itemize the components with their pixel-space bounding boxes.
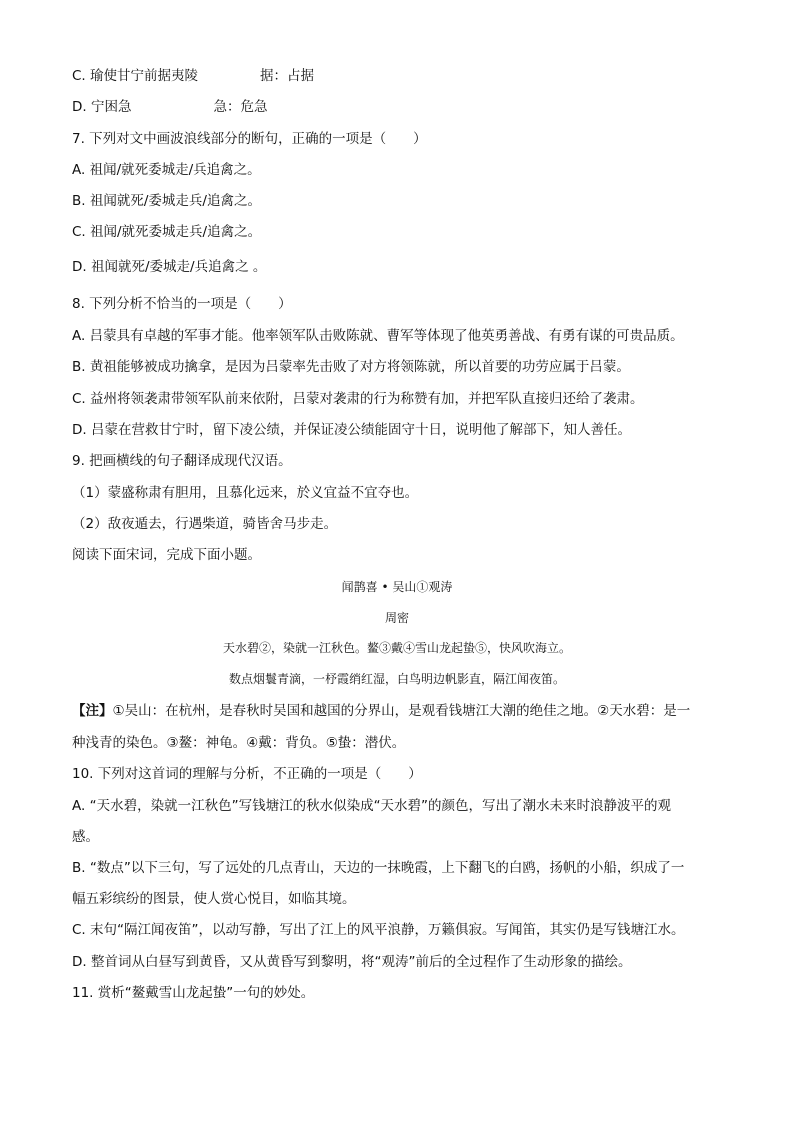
- question-8-stem: 8. 下列分析不恰当的一项是（ ）: [72, 296, 292, 312]
- question-7-option-a: A. 祖闻/就死委城走/兵追禽之。: [72, 162, 261, 178]
- option-text: C. 瑜使甘宁前据夷陵: [72, 68, 199, 84]
- question-9-stem: 9. 把画横线的句子翻译成现代汉语。: [72, 453, 292, 469]
- question-10-option-c: C. 末句“隔江闻夜笛”，以动写静，写出了江上的风平浪静，万籁俱寂。写闻笛，其实仍是写钱塘江水。: [72, 922, 685, 938]
- poem-line-1: 天水碧②，染就一江秋色。鳌③戴④雪山龙起蛰⑤，快风吹海立。: [222, 641, 571, 655]
- question-10-option-a-line-1: A. “天水碧，染就一江秋色”写钱塘江的秋水似染成“天水碧”的颜色，写出了潮水未来时浪静波平的观: [72, 798, 672, 814]
- question-10-option-a-line-2: 感。: [72, 829, 99, 845]
- question-7-option-c: C. 祖闻/就死委城走兵/追禽之。: [72, 224, 262, 240]
- question-8-option-b: B. 黄祖能够被成功擒拿，是因为吕蒙率先击败了对方将领陈就，所以首要的功劳应属于吕蒙。: [72, 359, 630, 375]
- note-line-1: [72, 701, 722, 721]
- option-gloss: 据：占据: [260, 68, 315, 84]
- question-7-option-b: B. 祖闻就死/委城走兵/追禽之。: [72, 193, 261, 209]
- note-line-2: 种浅青的染色。③鳌：神龟。④戴：背负。⑤蛰：潜伏。: [72, 735, 406, 751]
- question-8-option-c: C. 益州将领袭肃带领军队前来依附，吕蒙对袭肃的行为称赞有加，并把军队直接归还给了袭肃。: [72, 391, 644, 407]
- note-text: ①吴山：在杭州，是春秋时吴国和越国的分界山，是观看钱塘江大潮的绝佳之地。②天水碧：是一: [112, 703, 691, 719]
- note-label: 【注】: [72, 703, 113, 719]
- question-8-option-d: D. 吕蒙在营救甘宁时，留下凌公绩，并保证凌公绩能固守十日，说明他了解部下，知人善任。: [72, 422, 631, 438]
- question-7-stem: 7. 下列对文中画波浪线部分的断句，正确的一项是（ ）: [72, 131, 427, 147]
- option-gloss: 急：危急: [213, 99, 268, 115]
- option-c-row: [72, 66, 722, 86]
- question-9-item-1: （1）蒙盛称肃有胆用，且慕化远来，於义宜益不宜夺也。: [72, 485, 419, 501]
- question-11-stem: 11. 赏析“鳌戴雪山龙起蛰”一句的妙处。: [72, 985, 315, 1001]
- question-7-option-d: D. 祖闻就死/委城走/兵追禽之 。: [72, 259, 267, 275]
- question-10-option-b-line-1: B. “数点”以下三句，写了远处的几点青山，天边的一抹晚霞，上下翻飞的白鸥，扬帆的小船，织成了一: [72, 860, 685, 876]
- question-10-stem: 10. 下列对这首词的理解与分析，不正确的一项是（ ）: [72, 766, 422, 782]
- question-9-item-2: （2）敌夜遁去，行遇柴道，骑皆舍马步走。: [72, 516, 338, 532]
- question-10-option-b-line-2: 幅五彩缤纷的图景，使人赏心悦目，如临其境。: [72, 891, 356, 907]
- question-8-option-a: A. 吕蒙具有卓越的军事才能。他率领军队击败陈就、曹军等体现了他英勇善战、有勇有谋的可贵品质。: [72, 328, 684, 344]
- option-d-row: [72, 97, 722, 117]
- reading-instruction: 阅读下面宋词，完成下面小题。: [72, 547, 261, 563]
- question-10-option-d: D. 整首词从白昼写到黄昏，又从黄昏写到黎明，将“观涛”前后的全过程作了生动形象的描绘。: [72, 954, 632, 970]
- poem-author: 周密: [384, 611, 409, 625]
- poem-line-2: 数点烟鬟青滴，一杼霞绡红湿，白鸟明边帆影直，隔江闻夜笛。: [228, 672, 565, 686]
- option-text: D. 宁困急: [72, 99, 132, 115]
- poem-title: 闻鹊喜 • 吴山①观涛: [341, 580, 453, 594]
